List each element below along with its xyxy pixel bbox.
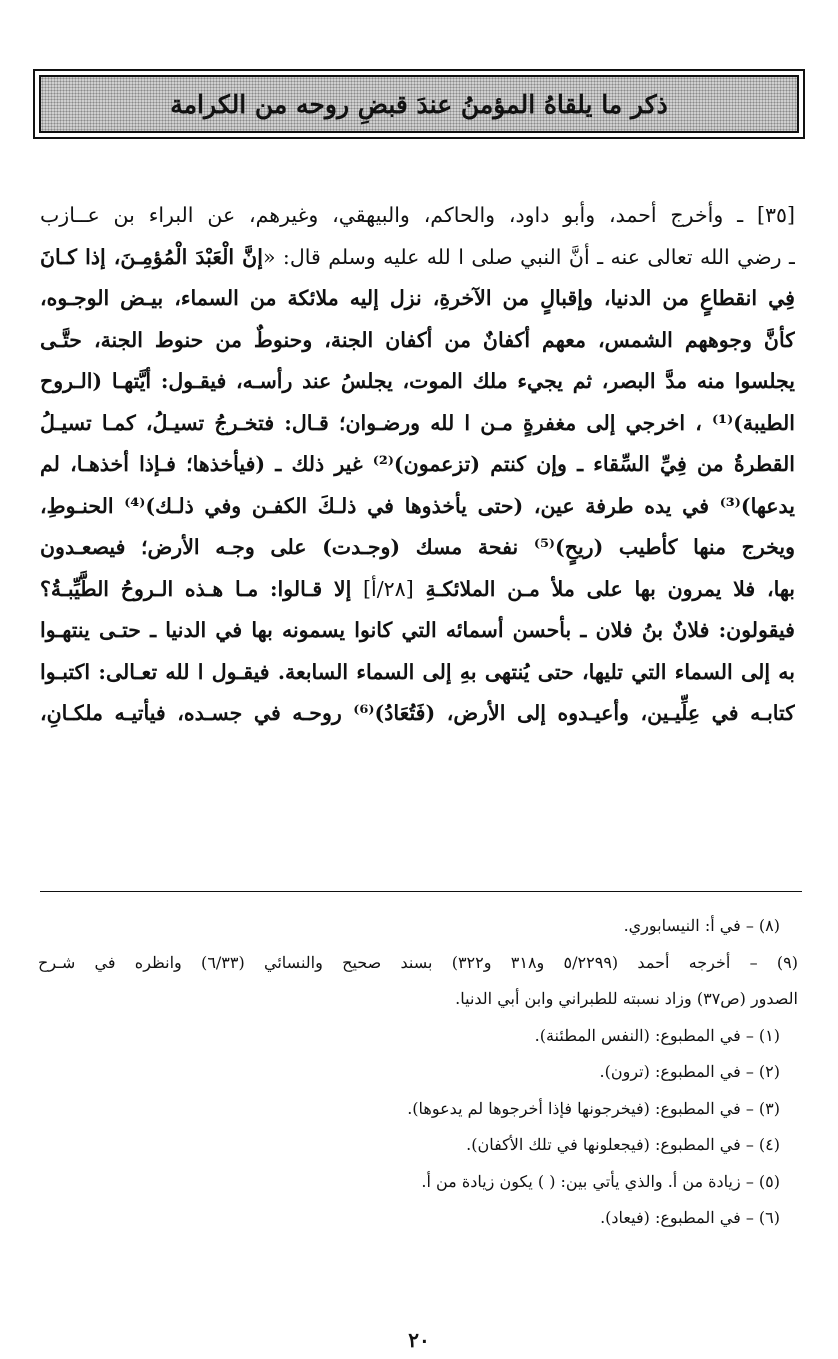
footnote: (٦) – في المطبوع: (فيعاد). (600, 1208, 780, 1227)
text-line (40, 527, 795, 569)
text-line (40, 237, 795, 279)
chapter-title-shaded-panel (39, 75, 799, 133)
text-segment: فيقولون: فلانٌ بنُ فلان ـ بأحسن أسمائه التي كانوا يسمونه بها في الدنيا ـ حتـى ينتهـوا (40, 618, 795, 642)
text-line (40, 610, 795, 652)
footnote: (٩) – أخرجه أحمد (٥/٢٢٩٩ و٣١٨ و٣٢٢) بسند صحيح والنسائي (٦/٣٣) وانظره في شـرح (38, 952, 798, 972)
text-segment: يجلسوا منه مدَّ البصر، ثم يجيء ملك الموت، يجلسُ عند رأسـه، فيقـول: أيَّتهـا (الـروح (40, 369, 795, 393)
text-segment: الطيبة)⁽¹⁾ ، اخرجي إلى مغفرةٍ مـن ا لله ورضـوان؛ قـال: فتخـرجُ تسيـلُ، كمـا تسيـلُ (40, 410, 795, 435)
footnote: (٣) – في المطبوع: (فيخرجونها فإذا أخرجوها لم يدعوها). (407, 1098, 780, 1118)
footnote: الصدور (ص٣٧) وزاد نسبته للطبراني وابن أبي الدنيا. (455, 989, 798, 1008)
footnote-separator (40, 891, 802, 892)
text-segment: [٣٥] ـ وأخرج أحمد، وأبو داود، والحاكم، والبيهقي، وغيرهم، عن البراء بن عــازب (40, 203, 795, 227)
page-number: ٢٠ (408, 1328, 430, 1352)
footnote: (١) – في المطبوع: (النفس المطئنة). (534, 1025, 780, 1045)
text-line (40, 195, 795, 237)
footnotes (38, 908, 798, 1237)
footnote: (٥) – زيادة من أ. والذي يأتي بين: ( ) يكون زيادة من أ. (421, 1171, 780, 1191)
footnote: (٨) – في أ: النيسابوري. (623, 916, 780, 935)
text-line (40, 278, 795, 320)
text-segment: بها، فلا يمرون بها على ملأ مـن الملائكـةِ (413, 576, 795, 601)
main-text (40, 195, 795, 735)
text-line (40, 486, 795, 528)
footnote: (٤) – في المطبوع: (فيجعلونها في تلك الأكفان). (466, 1135, 780, 1154)
text-line (40, 320, 795, 362)
text-segment: كأنَّ وجوههم الشمس، معهم أكفانٌ من أكفان الجنة، وحنوطٌ من حنوط الجنة، حتَّـى (40, 327, 795, 352)
text-segment: القطرةُ من فِيِّ السِّقاء ـ وإن كنتم (تزعمون)⁽²⁾ غير ذلك ـ (فيأخذها؛ فـإذا أخذهـا، لم (40, 452, 795, 476)
text-segment: به إلى السماء التي تليها، حتى يُنتهى بهِ إلى السماء السابعة. فيقـول ا لله تعـالى: اكتبـوا (40, 659, 795, 684)
text-segment: [٢٨/أ] (363, 576, 414, 601)
text-line (40, 361, 795, 403)
text-segment: إلا قـالوا: مـا هـذه الـروحُ الطَّيِّبـةُ؟ (40, 576, 364, 601)
chapter-title-box (33, 69, 805, 139)
text-line (40, 569, 795, 611)
text-line (40, 444, 795, 486)
text-segment: فِي انقطاعٍ من الدنيا، وإقبالٍ من الآخرةِ، نزل إليه ملائكة من السماء، بيـض الوجـوه، (40, 286, 795, 310)
text-segment: يدعها)⁽³⁾ في يده طرفة عين، (حتى يأخذوها في ذلـكَ الكفـن وفي ذلـك)⁽⁴⁾ الحنـوطِ، (40, 493, 795, 518)
text-segment: ـ رضي الله تعالى عنه ـ أنَّ النبي صلى ا لله عليه وسلم قال: « (262, 244, 795, 269)
text-segment: إنَّ الْعَبْدَ الْمُؤمِـنَ، إذا كـانَ (40, 244, 263, 269)
text-line (40, 403, 795, 445)
chapter-title: ذكر ما يلقاهُ المؤمنُ عندَ قبضِ روحه من الكرامة (170, 89, 668, 119)
text-line (40, 652, 795, 694)
text-line (40, 693, 795, 735)
text-segment: كتابـه في عِلِّيـين، وأعيـدوه إلى الأرض، (فَتُعَادُ)⁽⁶⁾ روحـه في جسـده، فيأتيـه ملكـانِ، (40, 701, 795, 725)
text-segment: ويخرج منها كأطيب (ريحٍ)⁽⁵⁾ نفحة مسك (وجـدت) على وجـه الأرض؛ فيصعـدون (40, 535, 795, 559)
footnote: (٢) – في المطبوع: (ترون). (599, 1062, 780, 1081)
